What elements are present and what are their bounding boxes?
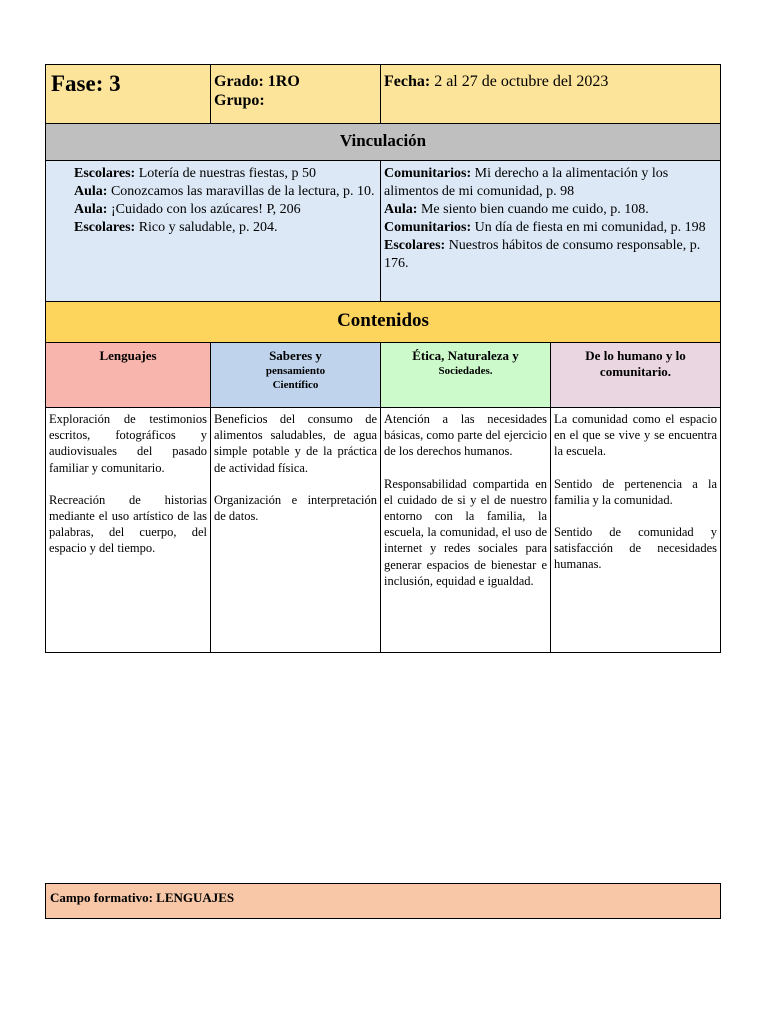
fecha-label: Fecha: [384,73,431,90]
column-body-lenguajes [45,407,211,653]
content-paragraph: Responsabilidad compartida en el cuidado de si y el de nuestro entorno con la familia, la escuela, la comunidad, el uso de internet y redes sociales para generar espacios de bienestar e inclusión, equidad e igualdad. [384,476,547,588]
vinculacion-left [45,160,381,302]
content-paragraph: Organización e interpretación de datos. [214,492,377,524]
vinculacion-item-label: Comunitarios: [384,220,472,235]
column-body-humano [550,407,721,653]
vinculacion-item-text: ¡Cuidado con los azúcares! P, 206 [107,202,301,217]
vinculacion-item-text: Mi derecho a la alimentación y los alimentos de mi comunidad, p. 98 [384,166,669,199]
vinculacion-item [50,219,376,237]
vinculacion-item [50,201,376,219]
vinculacion-item-label: Aula: [74,184,108,199]
column-heading: Ética, Naturaleza y [412,348,519,363]
column-header-saberes [210,342,381,408]
vinculacion-item [384,219,717,237]
content-paragraph: Sentido de pertenencia a la familia y la comunidad. [554,476,717,507]
column-subheading: Sociedades. [438,365,493,377]
vinculacion-item-text: Nuestros hábitos de consumo responsable, p. 176. [384,238,701,271]
fase-cell [45,64,211,124]
vinculacion-item [50,183,376,201]
content-paragraph: Atención a las necesidades básicas, como parte del ejercicio de los derechos humanos. [384,412,547,459]
column-heading: De lo humano y lo comunitario. [585,348,686,379]
grado-grupo-cell [210,64,381,124]
vinculacion-item-label: Aula: [74,202,108,217]
vinculacion-right [380,160,721,302]
column-heading: Saberes y [269,348,322,363]
vinculacion-item-text: Lotería de nuestras fiestas, p 50 [135,166,316,181]
column-header-humano [550,342,721,408]
vinculacion-item-label: Escolares: [384,238,446,253]
column-body-saberes [210,407,381,653]
vinculacion-item-text: Me siento bien cuando me cuido, p. 108. [417,202,649,217]
content-paragraph: La comunidad como el espacio en el que se vive y se encuentra la escuela. [554,412,717,459]
fecha-value: 2 al 27 de octubre del 2023 [430,73,609,90]
column-heading: Lenguajes [99,348,157,363]
campo-formativo-text: Campo formativo: LENGUAJES [50,890,235,905]
vinculacion-item [384,201,717,219]
content-paragraph: Sentido de comunidad y satisfacción de necesidades humanas. [554,525,717,572]
grado-text: Grado: 1RO [214,73,300,90]
fase-text: Fase: 3 [51,71,121,96]
vinculacion-item-label: Aula: [384,202,418,217]
vinculacion-item [384,237,717,273]
grupo-text: Grupo: [214,92,265,109]
vinculacion-item-label: Escolares: [74,166,136,181]
vinculacion-title: Vinculación [45,123,721,161]
vinculacion-item [384,165,717,201]
content-paragraph: Exploración de testimonios escritos, fotográficos y audiovisuales del pasado familiar y comunitario. [49,412,207,475]
column-subheading: pensamiento [265,365,326,377]
fecha-cell [380,64,721,124]
vinculacion-item [50,165,376,183]
vinculacion-item-label: Escolares: [74,220,136,235]
content-paragraph: Recreación de historias mediante el uso artístico de las palabras, del cuerpo, del espacio y del tiempo. [49,492,207,556]
column-header-lenguajes [45,342,211,408]
vinculacion-item-text: Rico y saludable, p. 204. [135,220,278,235]
vinculacion-item-label: Comunitarios: [384,166,472,181]
column-subheading: Científico [272,379,319,391]
campo-formativo [45,883,721,919]
vinculacion-item-text: Un día de fiesta en mi comunidad, p. 198 [471,220,706,235]
column-body-etica [380,407,551,653]
content-paragraph: Beneficios del consumo de alimentos saludables, de agua simple potable y de la práctica de actividad física. [214,412,377,475]
contenidos-title: Contenidos [45,301,721,343]
column-header-etica [380,342,551,408]
vinculacion-item-text: Conozcamos las maravillas de la lectura, p. 10. [107,184,375,199]
